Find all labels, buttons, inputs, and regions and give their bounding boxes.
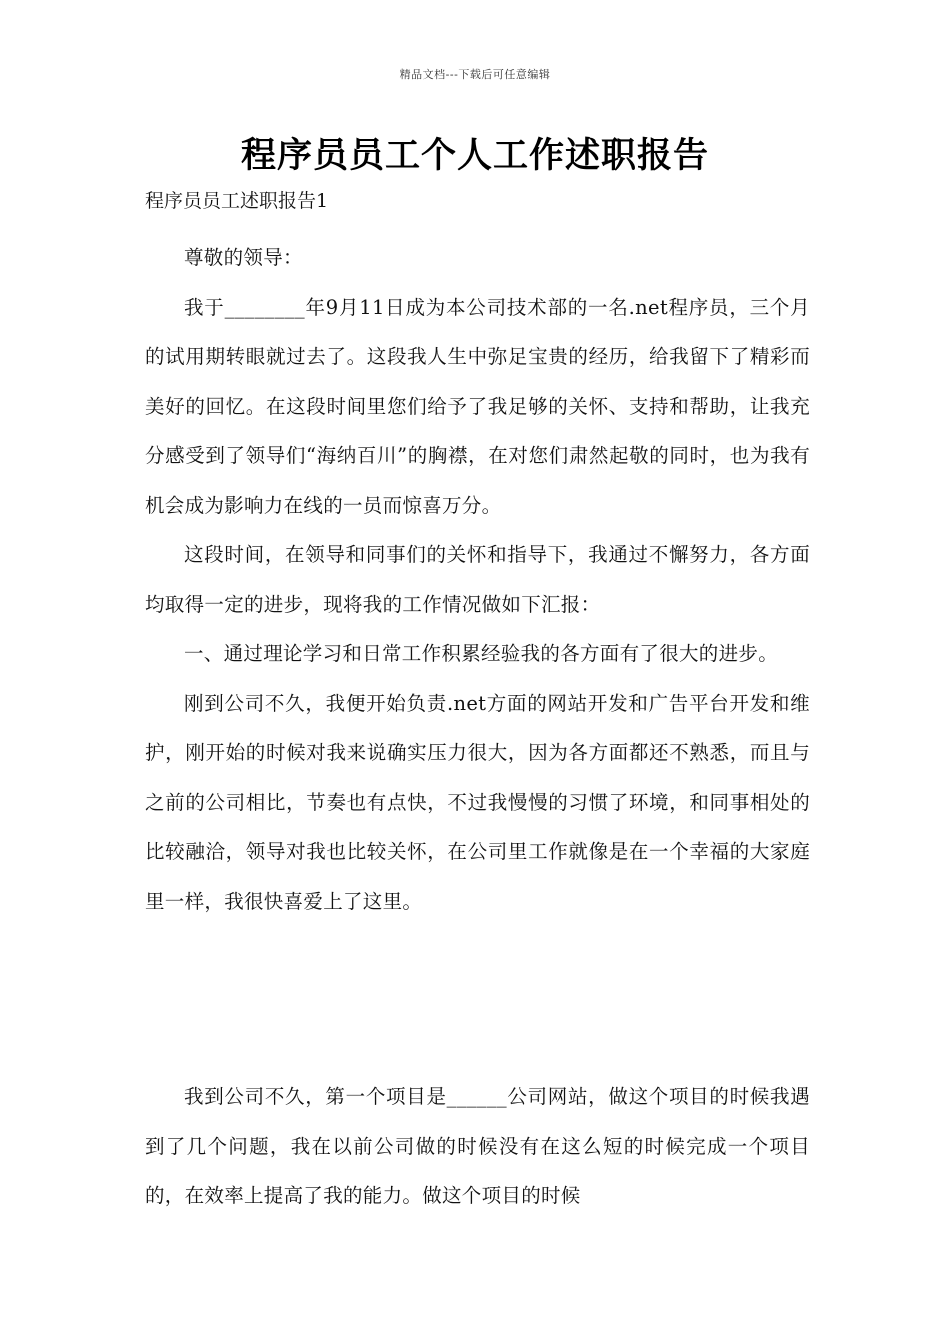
- body-text-block: [145, 233, 810, 926]
- body-text-block-continued: [145, 1072, 810, 1221]
- paragraph-section-one: 一、通过理论学习和日常工作积累经验我的各方面有了很大的进步。: [184, 642, 779, 665]
- document-subtitle: 程序员员工述职报告1: [145, 190, 329, 212]
- paragraph-responsibility: 刚到公司不久，我便开始负责.net方面的网站开发和广告平台开发和维护，刚开始的时候对我来说确实压力很大，因为各方面都还不熟悉，而且与之前的公司相比，节奏也有点快，不过我慢慢的习惯了环境，和同事相处的比较融洽，领导对我也比较关怀，在公司里工作就像是在一个幸福的大家庭里一样，我很快喜爱上了这里。: [145, 691, 810, 913]
- paragraph-progress: 这段时间，在领导和同事们的关怀和指导下，我通过不懈努力，各方面均取得一定的进步，现将我的工作情况做如下汇报：: [145, 543, 810, 616]
- paragraph-salutation: 尊敬的领导：: [184, 246, 303, 269]
- document-title: 程序员员工个人工作述职报告: [240, 135, 709, 176]
- header-note: 精品文档---下载后可任意编辑: [399, 68, 551, 81]
- paragraph-first-project: 我到公司不久，第一个项目是______公司网站，做这个项目的时候我遇到了几个问题，我在以前公司做的时候没有在这么短的时候完成一个项目的，在效率上提高了我的能力。做这个项目的时候: [145, 1085, 810, 1207]
- paragraph-intro: 我于________年9月11日成为本公司技术部的一名.net程序员，三个月的试用期转眼就过去了。这段我人生中弥足宝贵的经历，给我留下了精彩而美好的回忆。在这段时间里您们给予了我足够的关怀、支持和帮助，让我充分感受到了领导们“海纳百川”的胸襟，在对您们肃然起敬的同时，也为我有机会成为影响力在线的一员而惊喜万分。: [145, 295, 810, 517]
